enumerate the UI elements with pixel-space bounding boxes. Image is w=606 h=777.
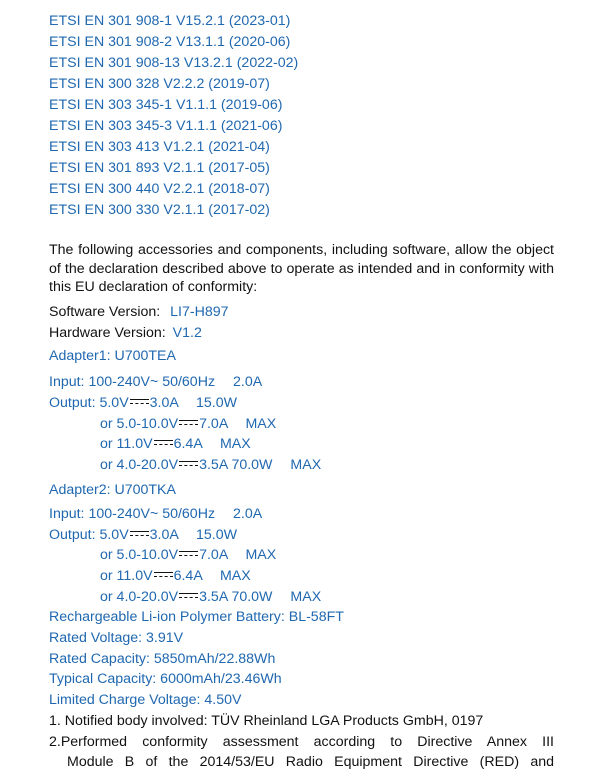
- standard-item: ETSI EN 301 908-2 V13.1.1 (2020-06): [49, 34, 291, 50]
- output-current: 3.0A: [149, 395, 179, 411]
- hardware-label: Hardware Version:: [49, 325, 166, 341]
- standard-item: ETSI EN 300 440 V2.2.1 (2018-07): [49, 181, 270, 197]
- standard-item: ETSI EN 303 345-1 V1.1.1 (2019-06): [49, 97, 283, 113]
- output-power: 15.0W: [196, 527, 238, 543]
- alt-max: MAX: [290, 457, 322, 473]
- dc-symbol-icon: [154, 438, 173, 448]
- typical-capacity: Typical Capacity: 6000mAh/23.46Wh: [49, 671, 282, 687]
- alt-output: [100, 414, 276, 434]
- input-current: 2.0A: [233, 506, 263, 522]
- limited-charge-voltage: Limited Charge Voltage: 4.50V: [49, 692, 242, 708]
- alt-output: [100, 455, 321, 475]
- dc-symbol-icon: [130, 397, 149, 407]
- alt-current: 7.0A: [199, 416, 228, 432]
- alt-output: [100, 587, 321, 607]
- alt-prefix: or 4.0-20.0V: [100, 457, 179, 473]
- alt-current: 3.5A 70.0W: [199, 457, 273, 473]
- software-label: Software Version:: [49, 304, 161, 320]
- standard-item: ETSI EN 300 330 V2.1.1 (2017-02): [49, 202, 270, 218]
- software-value: LI7-H897: [170, 304, 229, 320]
- dc-symbol-icon: [154, 570, 173, 580]
- standard-item: ETSI EN 301 908-13 V13.2.1 (2022-02): [49, 55, 299, 71]
- input-label: Input: 100-240V~ 50/60Hz: [49, 374, 216, 390]
- note-notified-body: 1. Notified body involved: TÜV Rheinland LGA Products GmbH, 0197: [49, 713, 484, 729]
- adapter-input: [49, 372, 262, 392]
- adapter-output: [49, 393, 237, 413]
- dc-symbol-icon: [130, 529, 149, 539]
- alt-prefix: or 11.0V: [100, 568, 153, 584]
- standard-item: ETSI EN 300 328 V2.2.2 (2019-07): [49, 76, 270, 92]
- hardware-value: V1.2: [172, 325, 202, 341]
- alt-max: MAX: [245, 416, 277, 432]
- hardware-version: [49, 323, 202, 343]
- standard-item: ETSI EN 301 908-1 V15.2.1 (2023-01): [49, 13, 291, 29]
- alt-max: MAX: [219, 568, 251, 584]
- alt-output: [100, 545, 276, 565]
- rated-voltage: Rated Voltage: 3.91V: [49, 630, 184, 646]
- input-label: Input: 100-240V~ 50/60Hz: [49, 506, 216, 522]
- alt-output: [100, 434, 251, 454]
- accessories-paragraph: The following accessories and components, including software, allow the object of the declaration described above to operate as intended and in conformity with this EU declaration of conformity:: [49, 242, 554, 295]
- dc-symbol-icon: [179, 591, 198, 601]
- output-prefix: Output: 5.0V: [49, 395, 129, 411]
- rated-capacity: Rated Capacity: 5850mAh/22.88Wh: [49, 651, 276, 667]
- alt-current: 7.0A: [199, 547, 228, 563]
- note-assessment-line1: 2.Performed conformity assessment according to Directive Annex III: [49, 734, 554, 750]
- standard-item: ETSI EN 303 345-3 V1.1.1 (2021-06): [49, 118, 283, 134]
- output-power: 15.0W: [196, 395, 238, 411]
- dc-symbol-icon: [179, 418, 198, 428]
- alt-current: 6.4A: [173, 436, 202, 452]
- alt-prefix: or 11.0V: [100, 436, 153, 452]
- dc-symbol-icon: [179, 459, 198, 469]
- alt-current: 3.5A 70.0W: [199, 589, 273, 605]
- battery-model: Rechargeable Li-ion Polymer Battery: BL-58FT: [49, 609, 344, 625]
- output-current: 3.0A: [149, 527, 179, 543]
- dc-symbol-icon: [179, 549, 198, 559]
- alt-output: [100, 566, 251, 586]
- alt-prefix: or 4.0-20.0V: [100, 589, 179, 605]
- software-version: [49, 302, 229, 322]
- note-assessment-line2: Module B of the 2014/53/EU Radio Equipment Directive (RED) and: [67, 754, 554, 770]
- alt-max: MAX: [219, 436, 251, 452]
- adapter-output: [49, 525, 237, 545]
- adapter-name: Adapter1: U700TEA: [49, 348, 176, 364]
- alt-prefix: or 5.0-10.0V: [100, 416, 179, 432]
- input-current: 2.0A: [233, 374, 263, 390]
- output-prefix: Output: 5.0V: [49, 527, 129, 543]
- standard-item: ETSI EN 301 893 V2.1.1 (2017-05): [49, 160, 270, 176]
- alt-max: MAX: [290, 589, 322, 605]
- adapter-input: [49, 504, 262, 524]
- alt-current: 6.4A: [173, 568, 202, 584]
- standards-list: [49, 11, 298, 221]
- alt-prefix: or 5.0-10.0V: [100, 547, 179, 563]
- adapter-name: Adapter2: U700TKA: [49, 482, 176, 498]
- standard-item: ETSI EN 303 413 V1.2.1 (2021-04): [49, 139, 270, 155]
- alt-max: MAX: [245, 547, 277, 563]
